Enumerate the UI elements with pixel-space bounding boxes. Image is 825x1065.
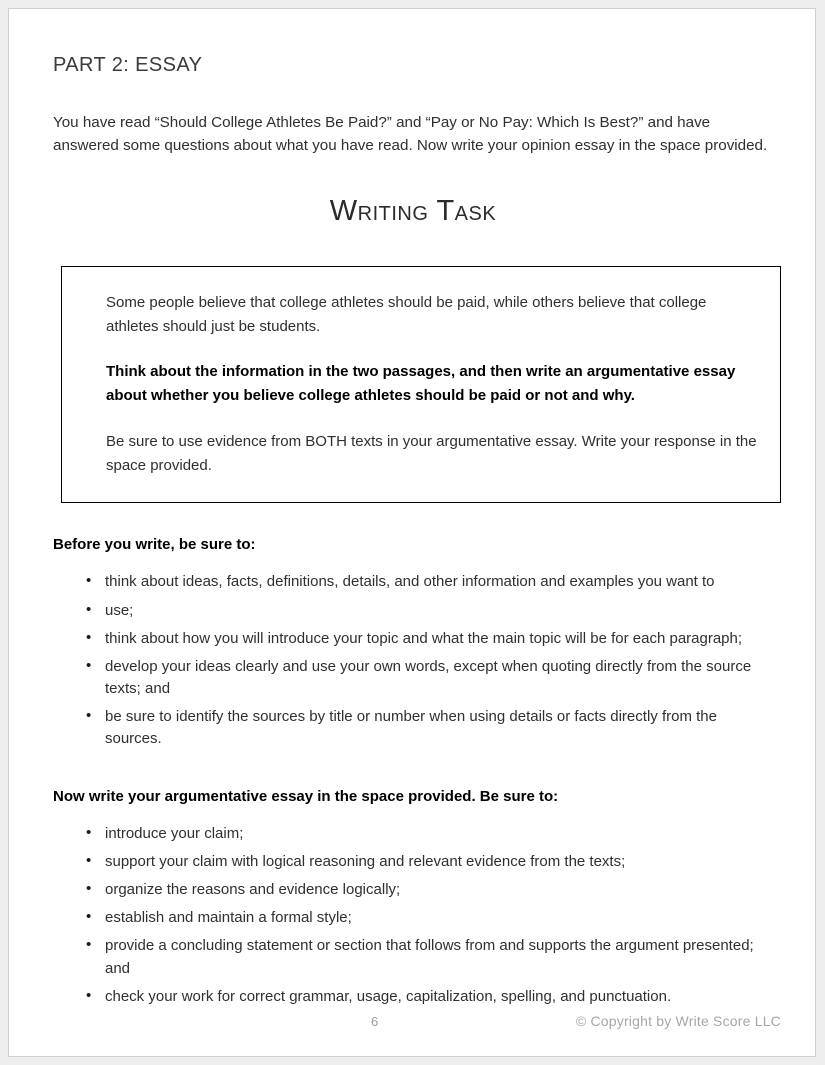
list-item <box>53 628 773 650</box>
list-item-text: check your work for correct grammar, usage, capitalization, spelling, and punctuation. <box>105 987 672 1005</box>
list-item <box>53 571 773 593</box>
writing-task-title <box>53 195 773 228</box>
footer-copyright: © Copyright by Write Score LLC <box>575 1013 781 1029</box>
now-write-heading: Now write your argumentative essay in the space provided. Be sure to: <box>53 787 559 805</box>
before-you-write-list <box>53 571 773 750</box>
list-item-text: organize the reasons and evidence logically; <box>105 881 401 898</box>
list-item-text: develop your ideas clearly and use your own words, except when quoting directly from the source texts; and <box>105 657 752 698</box>
footer-page-number: 6 <box>371 1014 379 1029</box>
page-footer <box>53 1009 781 1037</box>
prompt-paragraph-2-bold: Think about the information in the two passages, and then write an argumentative essay about whether you believe college athletes should be paid or not and why. <box>106 363 736 405</box>
list-item-text: support your claim with logical reasoning and relevant evidence from the texts; <box>105 852 626 870</box>
list-item <box>53 935 773 979</box>
list-item <box>53 656 773 700</box>
worksheet-page <box>8 8 816 1057</box>
list-item-text: introduce your claim; <box>105 824 244 842</box>
now-write-list <box>53 823 773 1008</box>
list-item-text: be sure to identify the sources by title or number when using details or facts directly from the sources. <box>105 708 717 748</box>
list-item-text: establish and maintain a formal style; <box>105 909 352 927</box>
prompt-paragraph-1: Some people believe that college athletes should be paid, while others believe that college athletes should just be students. <box>106 293 707 335</box>
list-item <box>53 600 773 622</box>
list-item <box>53 851 773 873</box>
prompt-paragraph-3: Be sure to use evidence from BOTH texts in your argumentative essay. Write your response in the space provided. <box>106 432 757 475</box>
part-heading: PART 2: ESSAY <box>53 54 203 76</box>
list-item <box>53 986 773 1008</box>
writing-task-title-text: Writing Task <box>329 195 497 228</box>
list-item-text: think about ideas, facts, definitions, details, and other information and examples you want to <box>105 573 715 591</box>
list-item-text: think about how you will introduce your topic and what the main topic will be for each paragraph; <box>105 629 743 647</box>
list-item <box>53 879 773 901</box>
list-item <box>53 823 773 845</box>
list-item-text: use; <box>105 601 134 619</box>
intro-paragraph: You have read “Should College Athletes Be Paid?” and “Pay or No Pay: Which Is Best?” and have answered some questions about what you have read. Now write your opinion essay in the space provided. <box>53 114 768 155</box>
page-content <box>53 53 773 1014</box>
list-item-text: provide a concluding statement or section that follows from and supports the argument presented; and <box>105 937 754 977</box>
writing-task-prompt-box <box>61 266 781 504</box>
list-item <box>53 706 773 750</box>
before-you-write-heading: Before you write, be sure to: <box>53 536 256 554</box>
list-item <box>53 907 773 929</box>
